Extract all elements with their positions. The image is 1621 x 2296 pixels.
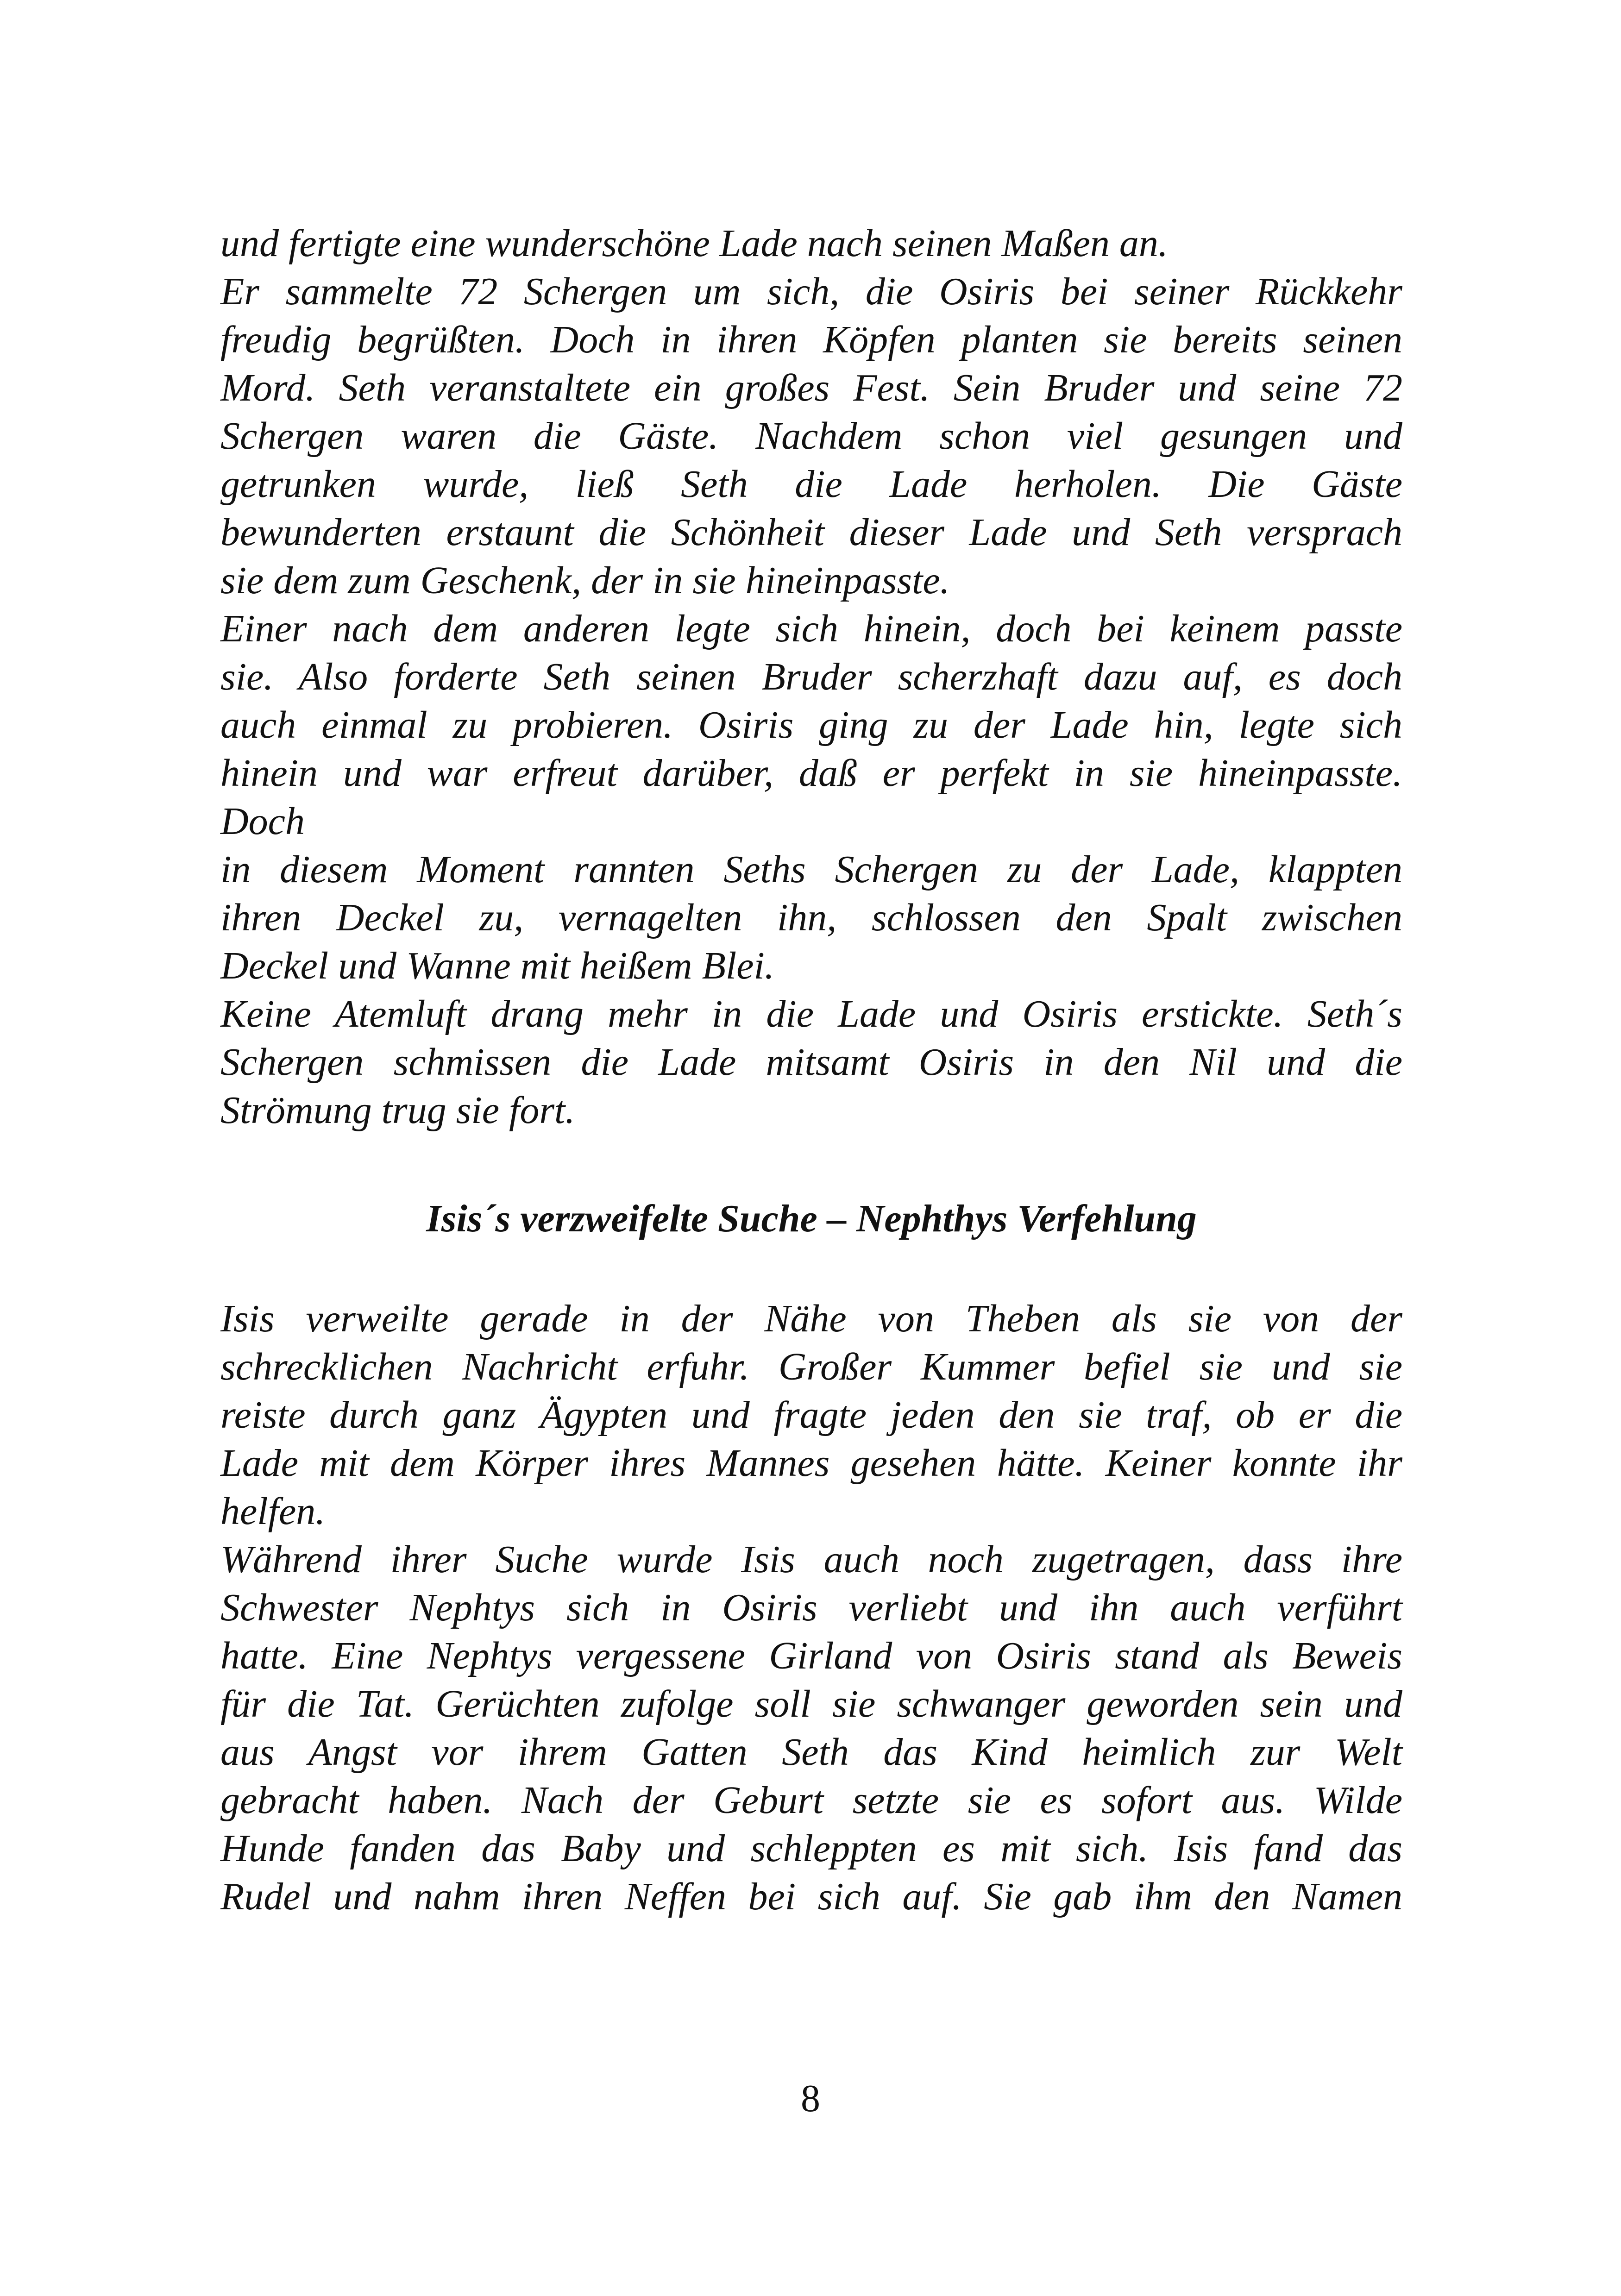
text-line: bewunderten erstaunt die Schönheit dieser Lade und Seth versprach xyxy=(220,511,1402,554)
text-line: Hunde fanden das Baby und schleppten es mit sich. Isis fand das xyxy=(220,1827,1402,1870)
text-line: Mord. Seth veranstaltete ein großes Fest. Sein Bruder und seine 72 xyxy=(220,366,1402,409)
text-line: Strömung trug sie fort. xyxy=(220,1089,575,1132)
paragraph-block-bottom xyxy=(220,1295,1402,1921)
text-line: für die Tat. Gerüchten zufolge soll sie schwanger geworden sein und xyxy=(220,1682,1402,1725)
text-line: Schergen schmissen die Lade mitsamt Osiris in den Nil und die xyxy=(220,1041,1402,1084)
text-line: sie dem zum Geschenk, der in sie hineinpasste. xyxy=(220,559,950,602)
text-line: Lade mit dem Körper ihres Mannes gesehen hätte. Keiner konnte ihr xyxy=(220,1442,1402,1485)
section-heading: Isis´s verzweifelte Suche – Nephthys Verfehlung xyxy=(426,1197,1197,1240)
text-line: Er sammelte 72 Schergen um sich, die Osiris bei seiner Rückkehr xyxy=(220,270,1402,313)
text-line: Während ihrer Suche wurde Isis auch noch zugetragen, dass ihre xyxy=(220,1538,1402,1581)
text-line: reiste durch ganz Ägypten und fragte jeden den sie traf, ob er die xyxy=(220,1393,1402,1437)
text-line: Schwester Nephtys sich in Osiris verliebt und ihn auch verführt xyxy=(220,1586,1402,1629)
text-line: sie. Also forderte Seth seinen Bruder scherzhaft dazu auf, es doch xyxy=(220,655,1402,698)
text-line: getrunken wurde, ließ Seth die Lade herholen. Die Gäste xyxy=(220,463,1402,506)
paragraph-block-top xyxy=(220,220,1402,1135)
text-line: und fertigte eine wunderschöne Lade nach seinen Maßen an. xyxy=(220,222,1168,265)
text-line: gebracht haben. Nach der Geburt setzte sie es sofort aus. Wilde xyxy=(220,1779,1402,1822)
text-line: Schergen waren die Gäste. Nachdem schon viel gesungen und xyxy=(220,414,1402,458)
text-line: helfen. xyxy=(220,1490,326,1533)
text-line: Rudel und nahm ihren Neffen bei sich auf. Sie gab ihm den Namen xyxy=(220,1875,1402,1918)
page-number: 8 xyxy=(801,2077,820,2120)
text-line: Doch xyxy=(220,800,305,843)
text-line: in diesem Moment rannten Seths Schergen zu der Lade, klappten xyxy=(220,848,1402,891)
text-line: freudig begrüßten. Doch in ihren Köpfen planten sie bereits seinen xyxy=(220,318,1402,361)
text-line: Einer nach dem anderen legte sich hinein, doch bei keinem passte xyxy=(220,607,1402,650)
text-line: schrecklichen Nachricht erfuhr. Großer Kummer befiel sie und sie xyxy=(220,1345,1402,1388)
text-line: aus Angst vor ihrem Gatten Seth das Kind heimlich zur Welt xyxy=(220,1731,1402,1774)
text-line: hinein und war erfreut darüber, daß er perfekt in sie hineinpasste. xyxy=(220,752,1402,795)
text-line: hatte. Eine Nephtys vergessene Girland von Osiris stand als Beweis xyxy=(220,1634,1402,1677)
text-line: Deckel und Wanne mit heißem Blei. xyxy=(220,944,774,987)
text-line: Isis verweilte gerade in der Nähe von Theben als sie von der xyxy=(220,1297,1402,1340)
text-line: Keine Atemluft drang mehr in die Lade und Osiris erstickte. Seth´s xyxy=(220,992,1402,1035)
text-line: ihren Deckel zu, vernagelten ihn, schlossen den Spalt zwischen xyxy=(220,896,1402,939)
text-line: auch einmal zu probieren. Osiris ging zu der Lade hin, legte sich xyxy=(220,703,1402,747)
